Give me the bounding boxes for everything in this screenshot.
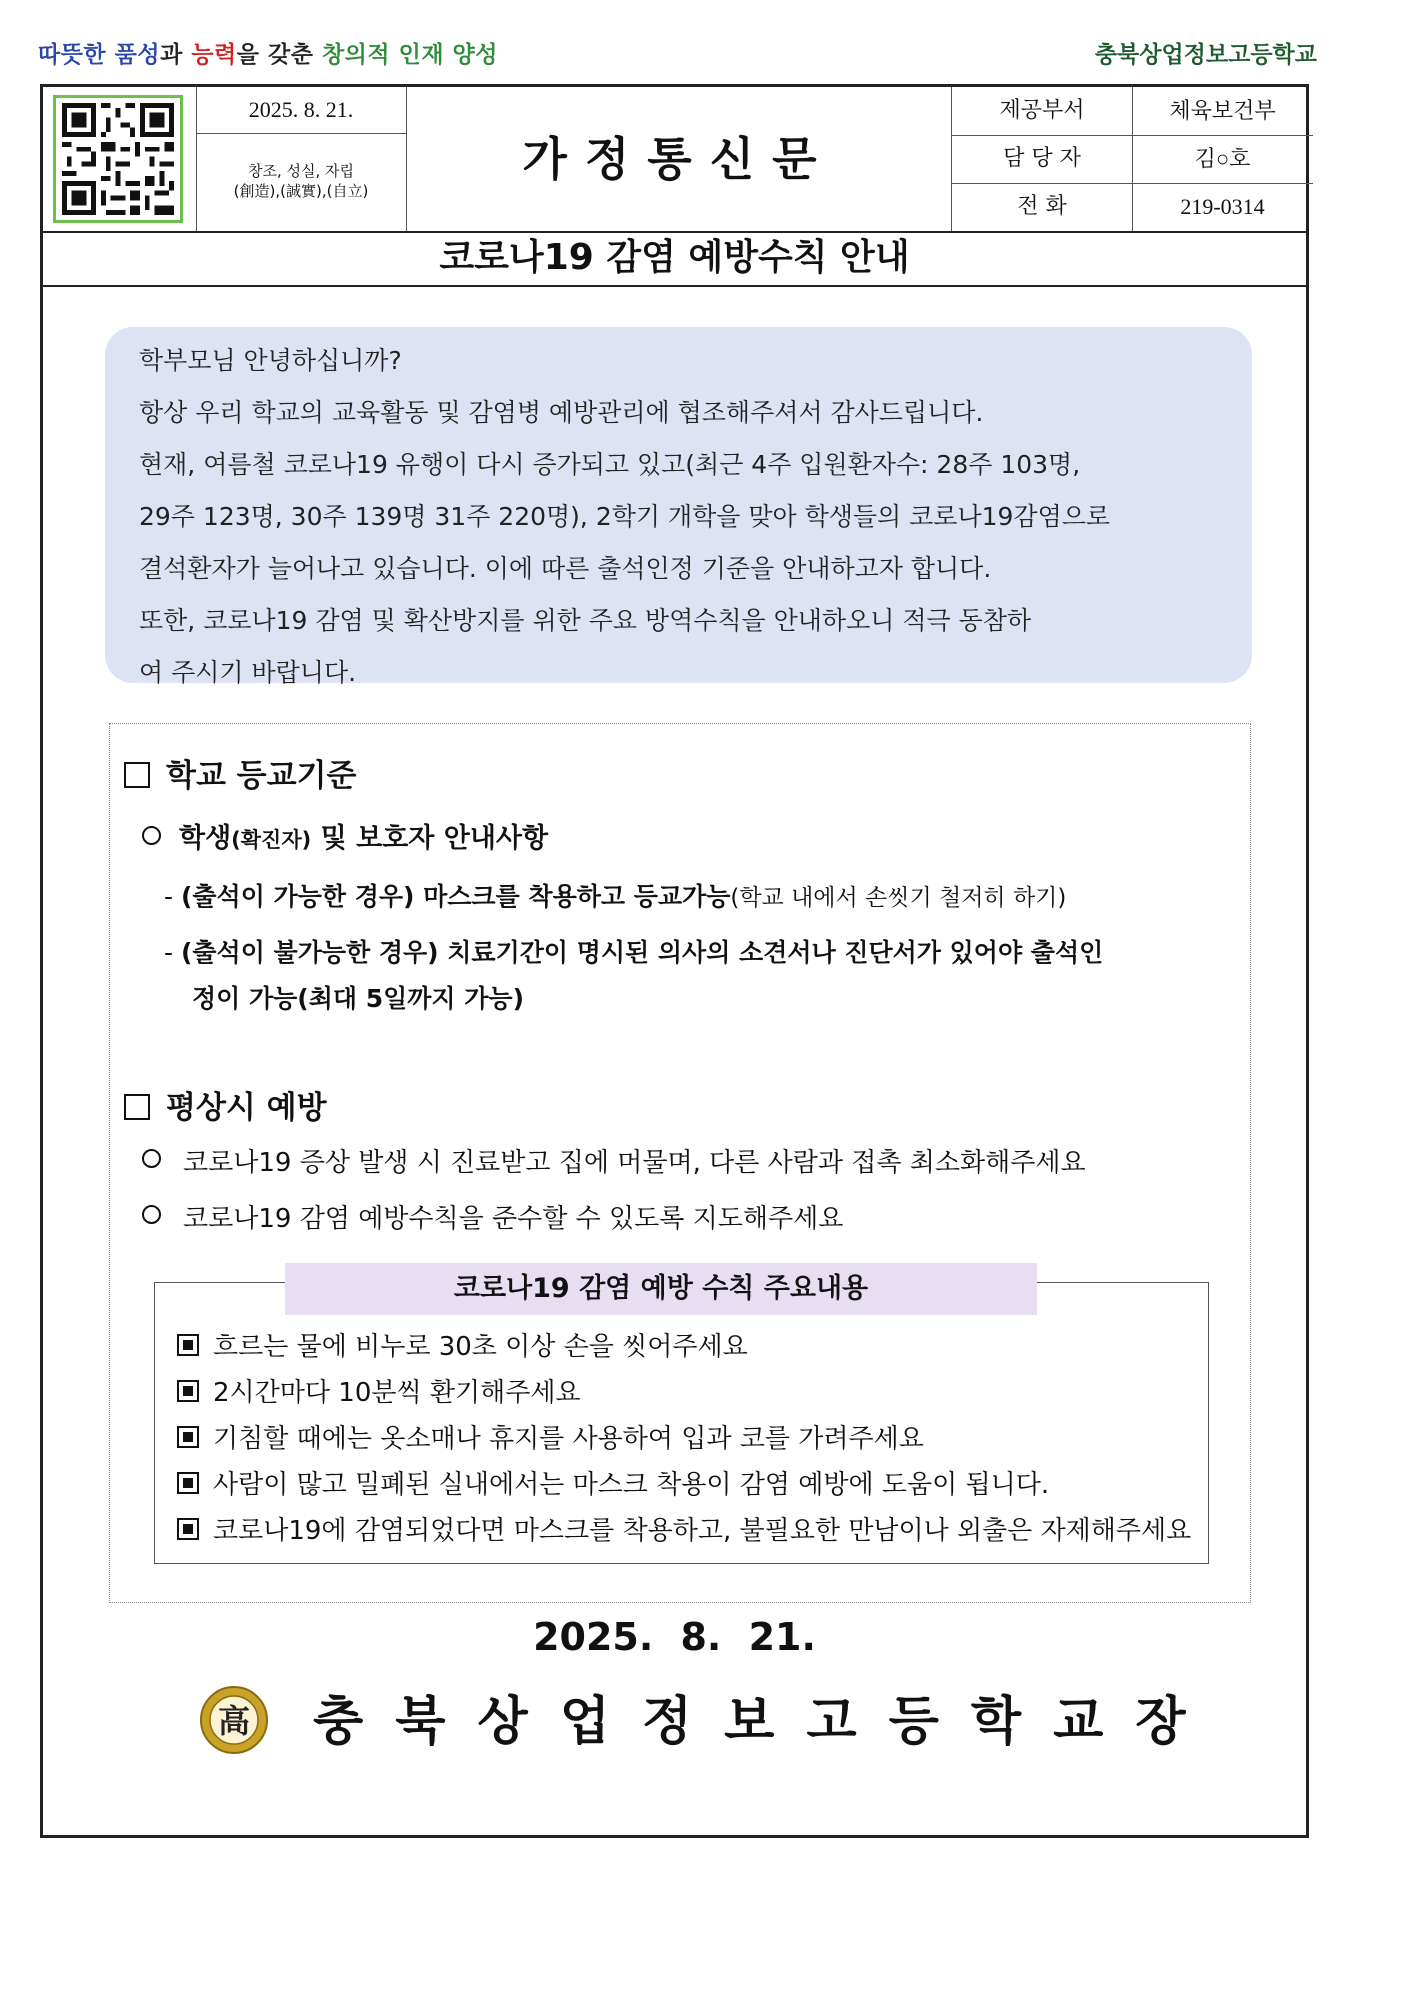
rule-item xyxy=(177,1463,1049,1507)
square-bullet-icon xyxy=(177,1426,199,1448)
school-name-top: 충북상업정보고등학교 xyxy=(1094,42,1317,68)
dash-bullet-icon: - xyxy=(164,882,181,911)
motto-part: 과 xyxy=(160,42,192,68)
contact-info-table xyxy=(951,87,1313,231)
circle-bullet-icon xyxy=(142,1149,161,1168)
greeting-line: 또한, 코로나19 감염 및 확산방지를 위한 주요 방역수칙을 안내하오니 적극 동참하 xyxy=(139,606,1032,635)
square-bullet-icon xyxy=(177,1380,199,1402)
rule-item xyxy=(177,1509,1191,1553)
dash-bullet-icon: - xyxy=(164,938,181,967)
rule-text: 기침할 때에는 옷소매나 휴지를 사용하여 입과 코를 가려주세요 xyxy=(213,1424,924,1454)
attendance-rule-2 xyxy=(164,930,1224,1022)
greeting-line: 결석환자가 늘어나고 있습니다. 이에 따른 출석인정 기준을 안내하고자 합니다. xyxy=(139,554,992,583)
greeting-box xyxy=(105,327,1252,687)
square-bullet-icon xyxy=(177,1518,199,1540)
key-rules-box xyxy=(154,1273,1209,1564)
key-rules-title: 코로나19 감염 예방 수칙 주요내용 xyxy=(285,1263,1037,1315)
rule-text: 사람이 많고 밀폐된 실내에서는 마스크 착용이 감염 예방에 도움이 됩니다. xyxy=(213,1470,1050,1500)
qr-code-icon[interactable] xyxy=(53,95,183,223)
greeting-line: 항상 우리 학교의 교육활동 및 감염병 예방관리에 협조해주셔서 감사드립니다. xyxy=(139,398,984,427)
square-bullet-icon xyxy=(177,1334,199,1356)
motto-part: 따뜻한 xyxy=(38,42,115,68)
info-label: 제공부서 xyxy=(952,87,1133,135)
info-row-department xyxy=(952,87,1313,136)
date-motto-cell xyxy=(196,87,407,231)
rule-text: 흐르는 물에 비누로 30초 이상 손을 씻어주세요 xyxy=(213,1332,748,1362)
rule-bold-text: (출석이 가능한 경우) 마스크를 착용하고 등교가능 xyxy=(180,882,731,911)
school-seal-icon xyxy=(199,1685,269,1755)
rule-bold-text: (출석이 불가능한 경우) 치료기간이 명시된 의사의 소견서나 진단서가 있어야 출석인 xyxy=(180,938,1104,967)
greeting-line: 여 주시기 바랍니다. xyxy=(139,658,357,687)
letter-header xyxy=(43,87,1306,233)
prevention-item xyxy=(142,1142,1086,1179)
rule-text: 코로나19에 감염되었다면 마스크를 착용하고, 불필요한 만남이나 외출은 자제해주세요 xyxy=(213,1516,1192,1546)
circle-bullet-icon xyxy=(142,1205,161,1224)
motto-part: 능력 xyxy=(191,42,237,68)
principal-signature: 충북상업정보고등학교장 xyxy=(313,1692,1218,1752)
motto-part: 창의적 인재 양성 xyxy=(321,42,498,68)
info-row-phone xyxy=(952,183,1313,231)
rule-item xyxy=(177,1417,924,1461)
footer-date: 2025. 8. 21. xyxy=(533,1615,816,1659)
school-values-korean: 창조, 성실, 자립 xyxy=(247,162,354,180)
info-row-manager xyxy=(952,135,1313,184)
guidelines-box xyxy=(109,723,1251,1603)
prevention-text: 코로나19 증상 발생 시 진료받고 집에 머물며, 다른 사람과 접촉 최소화해주세요 xyxy=(183,1148,1086,1178)
checkbox-icon xyxy=(124,1094,150,1120)
info-value: 김○호 xyxy=(1194,146,1251,171)
motto-part: 을 갖춘 xyxy=(236,42,322,68)
subject-heading: 코로나19 감염 예방수칙 안내 xyxy=(43,231,1306,287)
section-heading-text: 평상시 예방 xyxy=(166,1090,327,1126)
info-label: 전 화 xyxy=(952,183,1133,231)
sub-heading-rest: 및 보호자 안내사항 xyxy=(311,823,549,854)
greeting-line: 현재, 여름철 코로나19 유행이 다시 증가되고 있고(최근 4주 입원환자수: 28주 103명, xyxy=(139,450,1081,479)
section-attendance-heading xyxy=(124,750,356,795)
info-value: 219-0314 xyxy=(1180,194,1265,219)
greeting-line: 29주 123명, 30주 139명 31주 220명), 2학기 개학을 맞아 학생들의 코로나19감염으로 xyxy=(139,502,1111,531)
prevention-text: 코로나19 감염 예방수칙을 준수할 수 있도록 지도해주세요 xyxy=(183,1204,844,1234)
issue-date: 2025. 8. 21. xyxy=(196,87,406,134)
motto-part: 품성 xyxy=(114,42,161,68)
document-title: 가정통신문 xyxy=(522,132,835,186)
document-frame xyxy=(40,84,1309,1838)
prevention-item xyxy=(142,1198,843,1235)
info-value: 체육보건부 xyxy=(1169,98,1276,123)
rule-normal-text: (학교 내에서 손씻기 철저히 하기) xyxy=(730,885,1067,911)
info-label: 담 당 자 xyxy=(952,135,1133,183)
sub-heading-main: 학생 xyxy=(179,823,232,854)
student-guide-heading xyxy=(142,816,548,855)
section-heading-text: 학교 등교기준 xyxy=(166,758,357,794)
seal-character: 高 xyxy=(217,1702,251,1740)
school-motto xyxy=(38,36,498,69)
rule-text: 2시간마다 10분씩 환기해주세요 xyxy=(213,1378,581,1408)
rule-bold-text: 정이 가능(최대 5일까지 가능) xyxy=(192,984,525,1013)
sub-heading-small: (확진자) xyxy=(231,828,312,852)
school-values-hanja: (創造),(誠實),(自立) xyxy=(233,182,369,200)
circle-bullet-icon xyxy=(142,826,161,845)
rule-item xyxy=(177,1325,748,1369)
school-values xyxy=(196,133,406,231)
square-bullet-icon xyxy=(177,1472,199,1494)
checkbox-icon xyxy=(124,762,150,788)
greeting-line: 학부모님 안녕하십니까? xyxy=(139,346,402,375)
section-prevention-heading xyxy=(124,1082,327,1127)
qr-cell xyxy=(43,87,197,231)
rule-item xyxy=(177,1371,581,1415)
attendance-rule-1 xyxy=(164,874,1224,921)
